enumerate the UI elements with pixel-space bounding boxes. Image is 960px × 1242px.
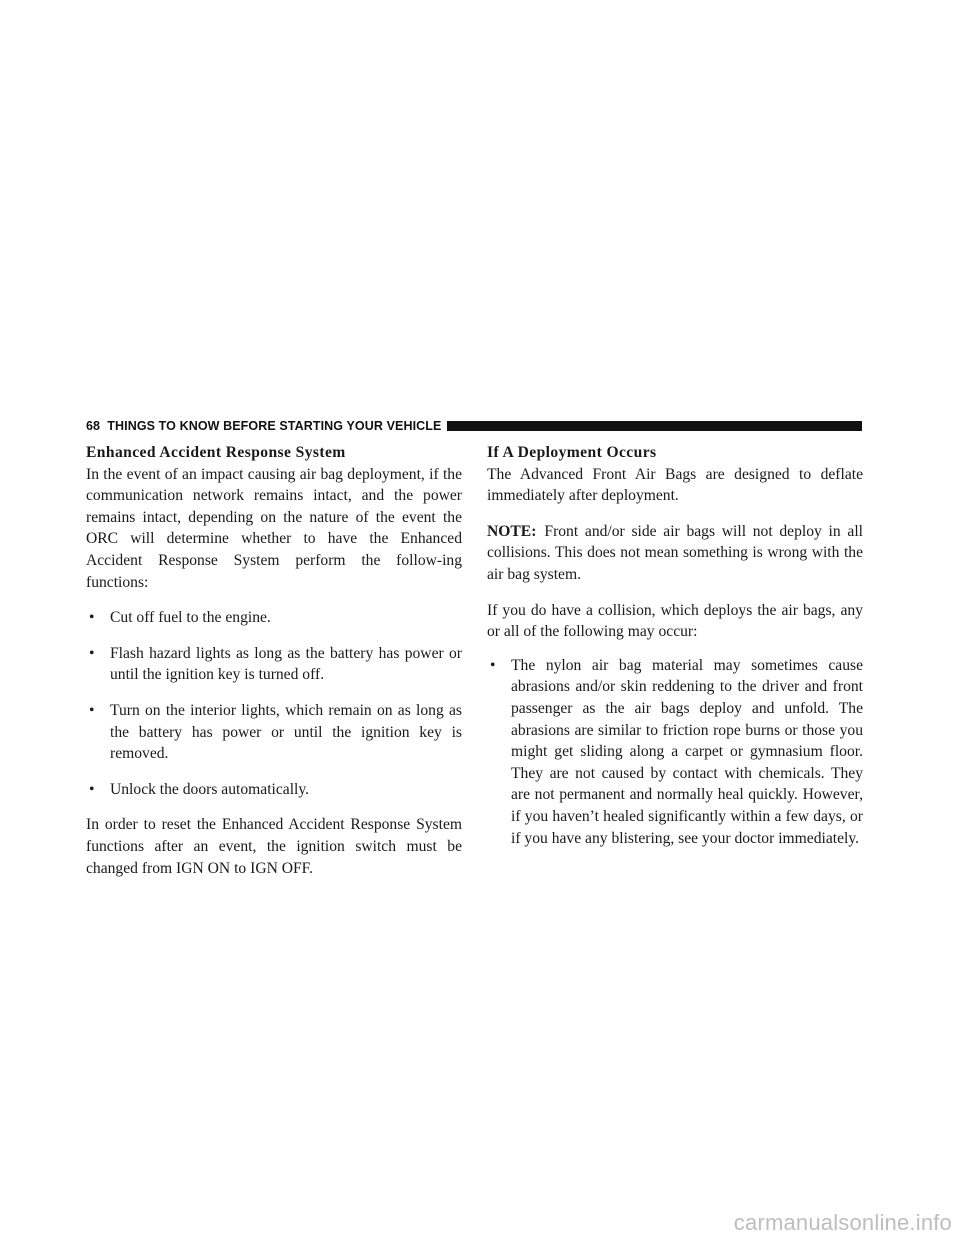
list-item: [86, 643, 462, 686]
page-number-and-title: [86, 419, 441, 433]
section-heading-enhanced-accident-response: Enhanced Accident Response System: [86, 444, 346, 461]
list-item-text: The nylon air bag material may sometimes cause abrasions and/or skin reddening to the driver and front passenger as the air bags deploy and unfold. The abrasions are similar to friction rope burns or those you might get sliding along a carpet or gymnasium floor. They are not caused by contact with chemicals. They are not permanent and normally heal quickly. However, if you haven’t healed significantly within a few days, or if you have any blistering, see your doctor immediately.: [511, 656, 863, 847]
list-item: [86, 700, 462, 765]
list-item-text: Unlock the doors automatically.: [110, 780, 310, 798]
reset-paragraph: In order to reset the Enhanced Accident Response System functions after an event, the ignition switch must be changed from IGN ON to IGN OFF.: [86, 816, 462, 877]
bullet-icon: •: [490, 656, 496, 674]
list-item: [86, 607, 462, 629]
right-column: [487, 442, 863, 863]
deflate-paragraph: The Advanced Front Air Bags are designed to deflate immediately after deployment.: [487, 465, 863, 505]
list-item: [487, 655, 863, 849]
page-number: 68: [86, 419, 101, 433]
collision-paragraph: If you do have a collision, which deploys the air bags, any or all of the following may occur:: [487, 601, 863, 641]
left-column: [86, 442, 462, 893]
list-item: [86, 779, 462, 801]
bullet-icon: •: [89, 780, 95, 798]
bullet-icon: •: [89, 701, 95, 719]
list-item-text: Flash hazard lights as long as the battery has power or until the ignition key is turned off.: [110, 644, 462, 684]
bullet-icon: •: [89, 644, 95, 662]
site-watermark: carmanualsonline.info: [733, 1210, 952, 1235]
list-item-text: Turn on the interior lights, which remain on as long as the battery has power or until the ignition key is removed.: [110, 701, 462, 763]
intro-paragraph: In the event of an impact causing air bag deployment, if the communication network remains intact, and the power remains intact, depending on the nature of the event the ORC will determine whether to have the Enhanced Accident Response System perform the follow-ing functions:: [86, 465, 462, 591]
note-label: NOTE:: [487, 522, 537, 540]
page-header: [86, 418, 862, 434]
bullet-icon: •: [89, 609, 95, 627]
effects-list: [487, 655, 863, 849]
note-text: Front and/or side air bags will not deploy in all collisions. This does not mean something is wrong with the air bag system.: [487, 522, 863, 583]
running-title: THINGS TO KNOW BEFORE STARTING YOUR VEHICLE: [107, 419, 442, 433]
list-item-text: Cut off fuel to the engine.: [110, 609, 271, 627]
note-paragraph: [487, 521, 863, 586]
section-heading-deployment: If A Deployment Occurs: [487, 444, 657, 461]
function-list: [86, 607, 462, 800]
header-rule: [447, 421, 862, 431]
